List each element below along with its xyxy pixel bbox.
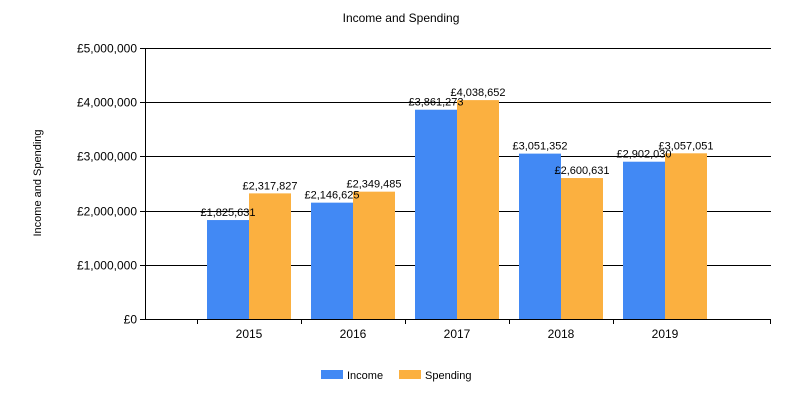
chart-title: Income and Spending: [342, 11, 460, 25]
legend-label-income: Income: [347, 370, 384, 382]
data-label: £3,057,051: [658, 140, 714, 153]
bars: [207, 100, 707, 319]
bar-spending: [665, 153, 707, 319]
x-tick-label: 2017: [443, 327, 471, 341]
legend: [321, 370, 472, 382]
data-label: £3,861,273: [408, 96, 464, 109]
bar-spending: [561, 178, 603, 319]
data-label: £2,317,827: [242, 180, 298, 193]
data-label: £3,051,352: [512, 140, 568, 153]
bar-income: [623, 162, 665, 319]
y-tick-label: £5,000,000: [76, 41, 137, 56]
y-tick-label: £2,000,000: [76, 204, 137, 219]
bar-income: [519, 154, 561, 319]
data-label: £4,038,652: [450, 87, 506, 100]
bar-spending: [457, 100, 499, 319]
legend-swatch-income: [321, 370, 343, 379]
bar-income: [415, 110, 457, 319]
data-label: £2,146,625: [304, 189, 360, 202]
x-tick-label: 2015: [235, 327, 263, 341]
x-tick-label: 2019: [651, 327, 679, 341]
bar-income: [311, 203, 353, 319]
y-tick-label: £0: [123, 312, 137, 327]
x-tick-label: 2018: [547, 327, 575, 341]
y-tick-label: £4,000,000: [76, 95, 137, 110]
bar-spending: [353, 192, 395, 319]
bar-income: [207, 220, 249, 319]
data-label: £2,349,485: [346, 178, 402, 191]
x-tick-label: 2016: [339, 327, 367, 341]
legend-label-spending: Spending: [425, 370, 472, 382]
y-tick-label: £1,000,000: [76, 258, 137, 273]
legend-swatch-spending: [399, 370, 421, 379]
y-axis-label: Income and Spending: [32, 129, 44, 237]
y-tick-label: £3,000,000: [76, 149, 137, 164]
data-label: £2,902,030: [616, 148, 672, 161]
data-label: £1,825,631: [200, 207, 256, 220]
data-label: £2,600,631: [554, 165, 610, 178]
